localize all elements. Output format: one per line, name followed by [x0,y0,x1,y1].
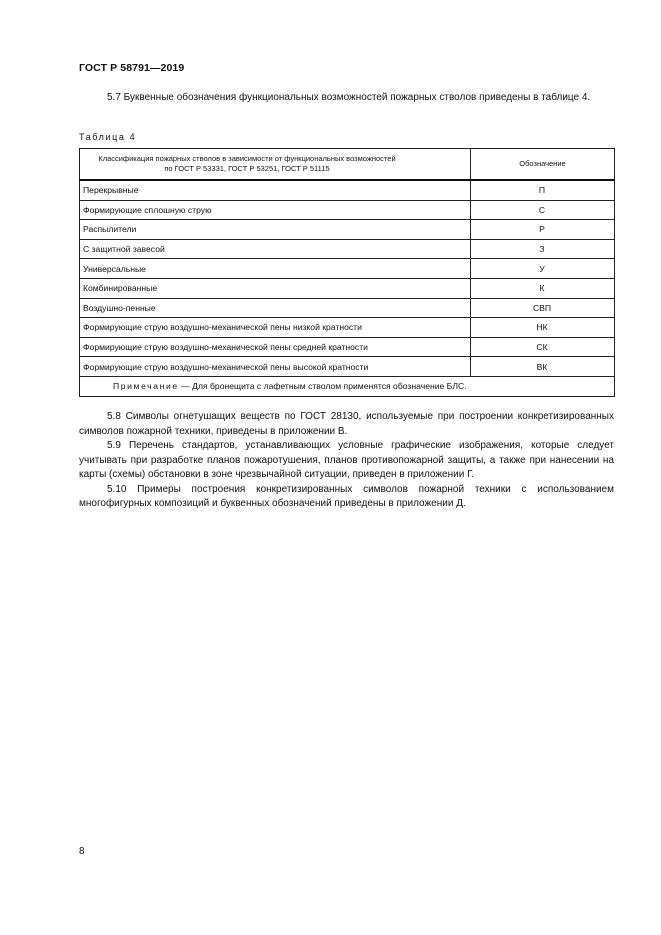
table-row [80,239,615,259]
table-4 [79,148,615,397]
row-classification: Универсальные [80,259,471,279]
row-designation: ВК [471,357,615,377]
table-row [80,318,615,338]
row-designation: СК [471,337,615,357]
row-classification: Формирующие сплошную струю [80,200,471,220]
row-classification: Формирующие струю воздушно-механической пены низкой кратности [80,318,471,338]
row-designation: С [471,200,615,220]
paragraph-5-7 [79,91,614,106]
table-row [80,220,615,240]
row-classification: Воздушно-пенные [80,298,471,318]
paragraph-5-8-text: 5.8 Символы огнетушащих веществ по ГОСТ 28130, используемые при построении конкретизированных символов пожарной техники, приведены в приложении В. [79,411,614,437]
table-note-row [80,376,615,396]
table-row [80,278,615,298]
row-classification: Формирующие струю воздушно-механической пены средней кратности [80,337,471,357]
paragraph-5-10 [79,483,614,512]
table-row [80,200,615,220]
table-row [80,180,615,200]
table-note [80,376,615,396]
column-header-classification: Классификация пожарных стволов в зависимости от функциональных возможностей по ГОСТ Р 53331, ГОСТ Р 53251, ГОСТ Р 51115 [80,149,471,181]
paragraph-5-9 [79,439,614,483]
paragraph-5-8 [79,410,614,439]
paragraph-5-7-text: 5.7 Буквенные обозначения функциональных возможностей пожарных стволов приведены в таблице 4. [107,92,591,103]
table-header-row [80,149,615,181]
row-designation: НК [471,318,615,338]
table-caption: Таблица 4 [79,132,137,142]
table-row [80,259,615,279]
paragraph-5-10-text: 5.10 Примеры построения конкретизированных символов пожарной техники с использованием многофигурных композиций и буквенных обозначений приведены в приложении Д. [79,483,614,509]
row-classification: Перекрывные [80,180,471,200]
table-row [80,298,615,318]
row-classification: Формирующие струю воздушно-механической пены высокой кратности [80,357,471,377]
row-designation: У [471,259,615,279]
table-body [80,180,615,376]
paragraph-5-9-text: 5.9 Перечень стандартов, устанавливающих условные графические изображения, которые следует учитывать при разработке планов пожаротушения, планов противопожарной защиты, а также при нанесении на карты (схемы) обстановки в зоне чрезвычайной ситуации, приведен в приложении Г. [79,440,614,480]
row-classification: Комбинированные [80,278,471,298]
row-designation: З [471,239,615,259]
note-text: — Для бронещита с лафетным стволом применятся обозначение БЛС. [178,381,467,392]
row-designation: К [471,278,615,298]
table-row [80,337,615,357]
paragraph-block [79,410,614,512]
row-classification: С защитной завесой [80,239,471,259]
document-header: ГОСТ Р 58791—2019 [79,62,185,74]
table-row [80,357,615,377]
note-label: Примечание [113,381,179,392]
row-designation: П [471,180,615,200]
column-header-designation: Обозначение [471,149,615,181]
row-designation: Р [471,220,615,240]
page-number: 8 [79,846,85,857]
row-classification: Распылители [80,220,471,240]
row-designation: СВП [471,298,615,318]
